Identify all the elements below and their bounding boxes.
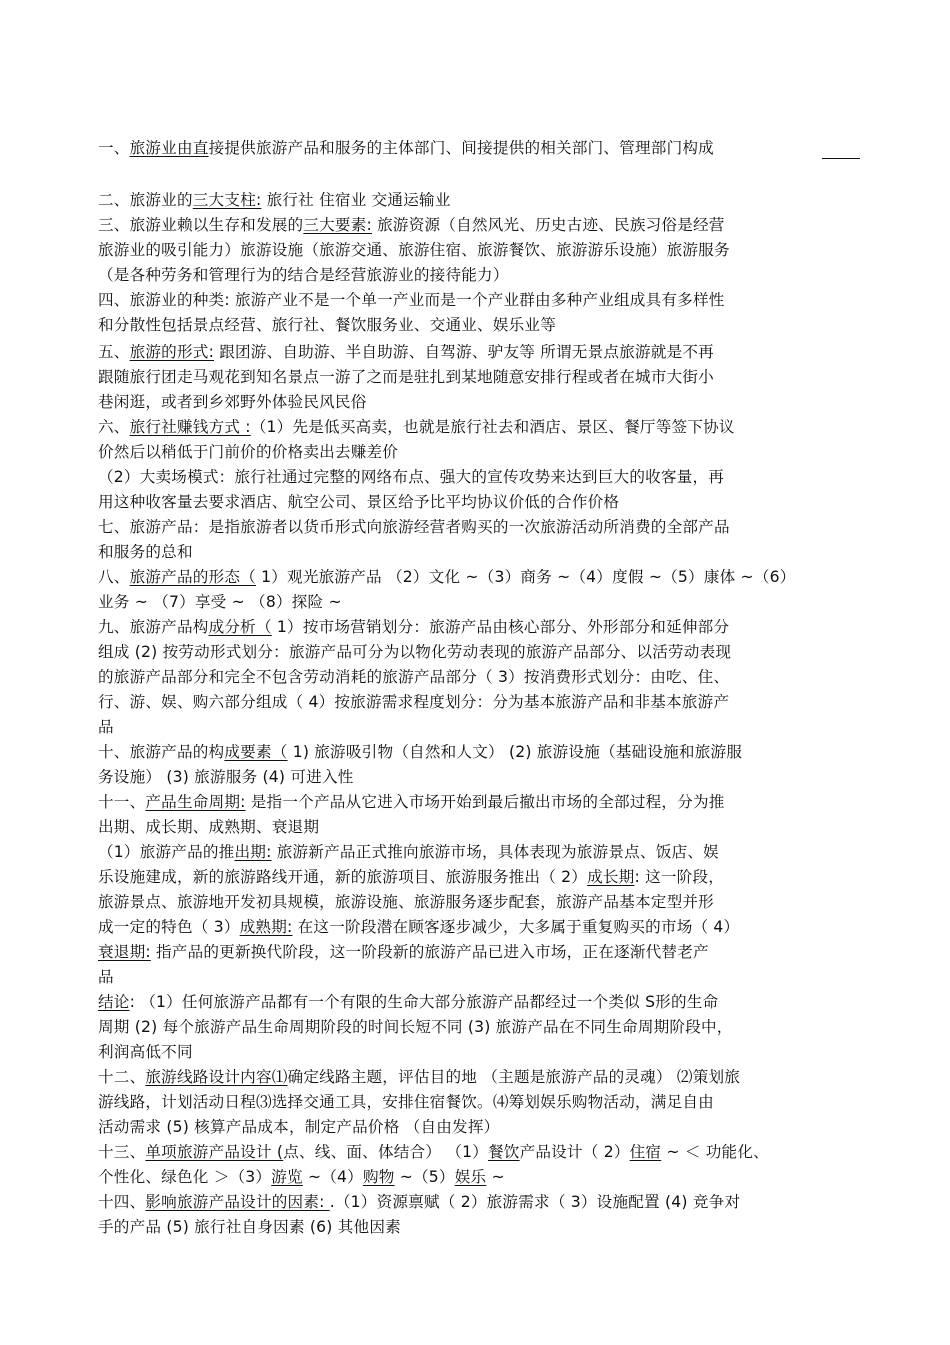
text-line bbox=[98, 640, 868, 664]
text-segment: （1）先是低买高卖，也就是旅行社去和酒店、景区、餐厅等签下协议 bbox=[250, 418, 735, 436]
text-segment: 一、 bbox=[98, 139, 130, 157]
text-segment: 五、 bbox=[98, 343, 130, 361]
text-line bbox=[98, 188, 868, 212]
text-line bbox=[98, 1215, 868, 1239]
text-segment: 乐设施建成，新的旅游路线开通，新的旅游项目、旅游服务推出（ 2） bbox=[98, 868, 588, 886]
text-segment: 务设施） (3) 旅游服务 (4) 可进入性 bbox=[98, 768, 354, 786]
underlined-term: 游览 bbox=[271, 1168, 303, 1186]
text-line bbox=[98, 815, 868, 839]
text-line bbox=[98, 213, 868, 237]
underlined-term: 餐饮 bbox=[488, 1143, 520, 1161]
text-segment: 是指一个产品从它进入市场开始到最后撤出市场的全部过程，分为推 bbox=[245, 793, 725, 811]
text-line bbox=[98, 940, 868, 964]
text-segment: 旅游业的吸引能力）旅游设施（旅游交通、旅游住宿、旅游餐饮、旅游游乐设施）旅游服务 bbox=[98, 241, 730, 259]
text-line bbox=[98, 790, 868, 814]
text-segment: 和分散性包括景点经营、旅行社、餐饮服务业、交通业、娱乐业等 bbox=[98, 316, 557, 334]
underlined-term: 三大支柱: bbox=[192, 191, 262, 209]
text-segment: 游线路，计划活动日程⑶选择交通工具，安排住宿餐饮。⑷筹划娱乐购物活动，满足自由 bbox=[98, 1093, 714, 1111]
text-line bbox=[98, 1040, 868, 1064]
underlined-term: 产品生命周期: bbox=[145, 793, 246, 811]
text-line bbox=[98, 415, 868, 439]
text-line bbox=[98, 565, 868, 589]
text-segment: 1）观光旅游产品 （2）文化 ~（3）商务 ~（4）度假 ~（5）康体 ~（6） bbox=[255, 568, 796, 586]
text-segment: 四、旅游业的种类: 旅游产业不是一个单一产业而是一个产业群由多种产业组成具有多样性 bbox=[98, 291, 725, 309]
text-segment: （2）大卖场模式：旅行社通过完整的网络布点、强大的宣传攻势来达到巨大的收客量，再 bbox=[98, 468, 725, 486]
underlined-term: 出期: bbox=[234, 843, 272, 861]
text-segment: 八、 bbox=[98, 568, 130, 586]
underlined-term: 旅游线路设计内容⑴ bbox=[145, 1068, 288, 1086]
text-segment: 六、 bbox=[98, 418, 130, 436]
text-segment: 活动需求 (5) 核算产品成本，制定产品价格 （自由发挥） bbox=[98, 1118, 500, 1136]
text-segment: 三、旅游业赖以生存和发展的 bbox=[98, 216, 304, 234]
text-segment: 周期 (2) 每个旅游产品生命周期阶段的时间长短不同 (3) 旅游产品在不同生命周期阶段中， bbox=[98, 1018, 733, 1036]
underlined-term: 成要素（ bbox=[224, 743, 288, 761]
text-segment: 的旅游产品部分和完全不包含劳动消耗的旅游产品部分（ 3）按消费形式划分：由吃、住、 bbox=[98, 668, 730, 686]
text-segment: 品 bbox=[98, 968, 114, 986]
underlined-term: 结论 bbox=[98, 993, 130, 1011]
underlined-term: 成熟期: bbox=[239, 918, 293, 936]
text-segment: 手的产品 (5) 旅行社自身因素 (6) 其他因素 bbox=[98, 1218, 401, 1236]
text-line bbox=[98, 840, 868, 864]
underlined-term: 旅游产品的形态（ bbox=[129, 568, 256, 586]
text-line bbox=[98, 340, 868, 364]
text-line bbox=[98, 136, 868, 160]
text-segment: 十四、 bbox=[98, 1193, 146, 1211]
text-segment: 接提供旅游产品和服务的主体部门、间接提供的相关部门、管理部门构成 bbox=[208, 139, 714, 157]
text-segment: 十一、 bbox=[98, 793, 146, 811]
text-segment: ~（4） bbox=[302, 1168, 363, 1186]
text-line bbox=[98, 590, 868, 614]
text-segment: ~ ＜ 功能化、 bbox=[661, 1143, 769, 1161]
text-segment: 和服务的总和 bbox=[98, 543, 193, 561]
text-line bbox=[98, 1165, 868, 1189]
text-segment: 成一定的特色（ 3） bbox=[98, 918, 240, 936]
text-line bbox=[98, 1140, 868, 1164]
underlined-term: 三大要素: bbox=[303, 216, 372, 234]
text-line bbox=[98, 990, 868, 1014]
text-line bbox=[98, 313, 868, 337]
text-segment: .（1）资源禀赋（ 2）旅游需求（ 3）设施配置 (4) 竞争对 bbox=[329, 1193, 741, 1211]
text-segment: ~（5） bbox=[394, 1168, 455, 1186]
text-line bbox=[98, 540, 868, 564]
text-segment: （1）旅游产品的推 bbox=[98, 843, 235, 861]
text-line bbox=[98, 665, 868, 689]
text-line bbox=[98, 890, 868, 914]
text-line bbox=[98, 263, 868, 287]
text-segment: 出期、成长期、成熟期、衰退期 bbox=[98, 818, 320, 836]
text-line bbox=[98, 915, 868, 939]
underlined-term: 旅行社赚钱方式 : bbox=[129, 418, 251, 436]
text-line bbox=[98, 965, 868, 989]
text-segment: 二、旅游业的 bbox=[98, 191, 193, 209]
text-segment: 巷闲逛，或者到乡郊野外体验民风民俗 bbox=[98, 393, 367, 411]
text-line bbox=[98, 865, 868, 889]
text-segment: 利润高低不同 bbox=[98, 1043, 193, 1061]
text-segment: 业务 ~ （7）享受 ~ （8）探险 ~ bbox=[98, 593, 342, 611]
text-line bbox=[98, 288, 868, 312]
text-segment: 七、旅游产品：是指旅游者以货币形式向旅游经营者购买的一次旅游活动所消费的全部产品 bbox=[98, 518, 730, 536]
text-segment: 在这一阶段潜在顾客逐步减少，大多属于重复购买的市场（ 4） bbox=[292, 918, 740, 936]
text-segment: 行、游、娱、购六部分组成（ 4）按旅游需求程度划分：分为基本旅游产品和非基本旅游产 bbox=[98, 693, 730, 711]
underlined-term: 成分析（ bbox=[208, 618, 272, 636]
text-segment: : （1）任何旅游产品都有一个有限的生命大部分旅游产品都经过一个类似 S形的生命 bbox=[129, 993, 719, 1011]
text-line bbox=[98, 440, 868, 464]
text-line bbox=[98, 615, 868, 639]
text-segment: 旅游新产品正式推向旅游市场，具体表现为旅游景点、饭店、娱 bbox=[271, 843, 719, 861]
underlined-term: 衰退期: bbox=[98, 943, 151, 961]
text-segment: 指产品的更新换代阶段，这一阶段新的旅游产品已进入市场，正在逐渐代替老产 bbox=[150, 943, 709, 961]
text-segment: 价然后以稍低于门前价的价格卖出去赚差价 bbox=[98, 443, 399, 461]
underlined-term: 旅游业由直 bbox=[129, 139, 209, 157]
underlined-term: 住宿 bbox=[629, 1143, 662, 1161]
text-segment: 旅行社 住宿业 交通运输业 bbox=[261, 191, 451, 209]
text-segment: 点、线、面、体结合） （1） bbox=[283, 1143, 488, 1161]
text-line bbox=[98, 1115, 868, 1139]
text-segment: 旅游资源（自然风光、历史古迹、民族习俗是经营 bbox=[371, 216, 725, 234]
text-segment: 品 bbox=[98, 718, 114, 736]
underlined-term: 娱乐 bbox=[454, 1168, 487, 1186]
text-segment: 九、旅游产品构 bbox=[98, 618, 209, 636]
text-segment: 跟随旅行团走马观花到知名景点一游了之而是驻扎到某地随意安排行程或者在城市大街小 bbox=[98, 368, 714, 386]
text-segment: 跟团游、自助游、半自助游、自驾游、驴友等 所谓无景点旅游就是不再 bbox=[214, 343, 714, 361]
text-segment: : 这一阶段， bbox=[634, 868, 725, 886]
underlined-term: 影响旅游产品设计的因素: bbox=[145, 1193, 330, 1211]
underlined-term: 成长期 bbox=[587, 868, 635, 886]
text-segment: 个性化、绿色化 ＞（3） bbox=[98, 1168, 272, 1186]
text-line bbox=[98, 765, 868, 789]
text-line bbox=[98, 515, 868, 539]
text-segment: 十、旅游产品的构 bbox=[98, 743, 225, 761]
text-segment: 产品设计（ 2） bbox=[519, 1143, 630, 1161]
text-line bbox=[98, 365, 868, 389]
text-segment: 旅游景点、旅游地开发初具规模，旅游设施、旅游服务逐步配套，旅游产品基本定型并形 bbox=[98, 893, 714, 911]
text-line bbox=[98, 1190, 868, 1214]
text-segment: 用这种收客量去要求酒店、航空公司、景区给予比平均协议价低的合作价格 bbox=[98, 493, 620, 511]
text-line bbox=[98, 740, 868, 764]
text-segment: （是各种劳务和管理行为的结合是经营旅游业的接待能力） bbox=[98, 266, 509, 284]
text-line bbox=[98, 1065, 868, 1089]
text-segment: 1）按市场营销划分：旅游产品由核心部分、外形部分和延伸部分 bbox=[271, 618, 730, 636]
text-segment: 十三、 bbox=[98, 1143, 146, 1161]
text-segment: 组成 (2) 按劳动形式划分：旅游产品可分为以物化劳动表现的旅游产品部分、以活劳动表现 bbox=[98, 643, 732, 661]
text-line bbox=[98, 490, 868, 514]
text-segment: 十二、 bbox=[98, 1068, 146, 1086]
text-segment: 1) 旅游吸引物（自然和人文） (2) 旅游设施（基础设施和旅游服 bbox=[287, 743, 743, 761]
text-line bbox=[98, 390, 868, 414]
text-line bbox=[98, 1015, 868, 1039]
underlined-term: 单项旅游产品设计 ( bbox=[145, 1143, 284, 1161]
underlined-term: 旅游的形式: bbox=[129, 343, 215, 361]
text-segment: 确定线路主题，评估目的地 （主题是旅游产品的灵魂） ⑵策划旅 bbox=[287, 1068, 741, 1086]
text-segment: ~ bbox=[486, 1168, 505, 1186]
text-line bbox=[98, 690, 868, 714]
text-line bbox=[98, 715, 868, 739]
text-line bbox=[98, 465, 868, 489]
text-line bbox=[98, 1090, 868, 1114]
underlined-term: 购物 bbox=[362, 1168, 395, 1186]
text-line bbox=[98, 238, 868, 262]
